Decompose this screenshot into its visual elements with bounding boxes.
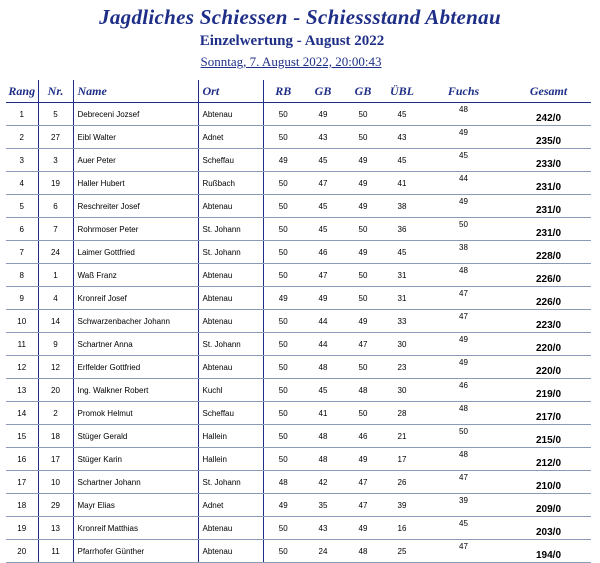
ort-cell: Adnet [198, 126, 263, 149]
name-cell: Mayr Elias [73, 494, 198, 517]
nr-cell: 2 [38, 402, 73, 425]
ort-cell: Abtenau [198, 195, 263, 218]
gesamt-cell: 226/0 [506, 264, 591, 287]
gb1-cell: 47 [303, 264, 343, 287]
rb-cell: 50 [263, 126, 303, 149]
fuchs-cell: 48 [421, 448, 506, 471]
gb2-cell: 47 [343, 494, 383, 517]
gesamt-cell: 231/0 [506, 218, 591, 241]
ort-cell: Abtenau [198, 310, 263, 333]
gb2-cell: 46 [343, 425, 383, 448]
ort-cell: Kuchl [198, 379, 263, 402]
table-row [6, 287, 591, 310]
ort-cell: Abtenau [198, 356, 263, 379]
fuchs-cell: 47 [421, 540, 506, 563]
gb1-cell: 41 [303, 402, 343, 425]
table-row [6, 218, 591, 241]
rb-cell: 50 [263, 103, 303, 126]
name-cell: Kronreif Matthias [73, 517, 198, 540]
rang-cell: 5 [6, 195, 38, 218]
uebl-cell: 31 [383, 287, 421, 310]
gesamt-cell: 220/0 [506, 356, 591, 379]
gb1-cell: 44 [303, 310, 343, 333]
rang-cell: 15 [6, 425, 38, 448]
gb2-cell: 49 [343, 149, 383, 172]
rang-cell: 10 [6, 310, 38, 333]
rang-cell: 6 [6, 218, 38, 241]
ort-cell: Abtenau [198, 540, 263, 563]
name-cell: Haller Hubert [73, 172, 198, 195]
fuchs-cell: 48 [421, 264, 506, 287]
rang-cell: 12 [6, 356, 38, 379]
rb-cell: 50 [263, 333, 303, 356]
fuchs-cell: 45 [421, 149, 506, 172]
name-cell: Stüger Karin [73, 448, 198, 471]
name-cell: Promok Helmut [73, 402, 198, 425]
rang-cell: 16 [6, 448, 38, 471]
nr-cell: 11 [38, 540, 73, 563]
uebl-cell: 45 [383, 149, 421, 172]
rang-cell: 8 [6, 264, 38, 287]
table-row [6, 471, 591, 494]
gb1-cell: 48 [303, 425, 343, 448]
gb1-cell: 45 [303, 149, 343, 172]
gb2-cell: 50 [343, 287, 383, 310]
rb-cell: 50 [263, 356, 303, 379]
gesamt-cell: 212/0 [506, 448, 591, 471]
ort-cell: St. Johann [198, 333, 263, 356]
gb2-cell: 49 [343, 310, 383, 333]
rang-cell: 17 [6, 471, 38, 494]
uebl-cell: 41 [383, 172, 421, 195]
gb2-cell: 49 [343, 195, 383, 218]
fuchs-cell: 48 [421, 103, 506, 126]
table-row [6, 172, 591, 195]
gesamt-cell: 235/0 [506, 126, 591, 149]
fuchs-cell: 46 [421, 379, 506, 402]
rang-cell: 18 [6, 494, 38, 517]
name-cell: Debreceni Jozsef [73, 103, 198, 126]
gb1-cell: 45 [303, 195, 343, 218]
fuchs-cell: 49 [421, 195, 506, 218]
uebl-cell: 17 [383, 448, 421, 471]
fuchs-cell: 50 [421, 425, 506, 448]
uebl-cell: 16 [383, 517, 421, 540]
gb1-cell: 45 [303, 379, 343, 402]
rang-cell: 1 [6, 103, 38, 126]
gesamt-cell: 220/0 [506, 333, 591, 356]
ort-cell: Hallein [198, 448, 263, 471]
gb1-cell: 46 [303, 241, 343, 264]
nr-cell: 19 [38, 172, 73, 195]
gb2-cell: 49 [343, 172, 383, 195]
nr-cell: 7 [38, 218, 73, 241]
name-cell: Laimer Gottfried [73, 241, 198, 264]
rb-cell: 50 [263, 540, 303, 563]
rang-cell: 3 [6, 149, 38, 172]
rang-cell: 14 [6, 402, 38, 425]
name-cell: Pfarrhofer Günther [73, 540, 198, 563]
gesamt-cell: 242/0 [506, 103, 591, 126]
table-row [6, 149, 591, 172]
rb-cell: 49 [263, 287, 303, 310]
header-fuchs: Fuchs [421, 80, 506, 103]
page-subtitle: Einzelwertung - August 2022 [199, 33, 385, 49]
page-title: Jagdliches Schiessen - Schiessstand Abtenau [99, 5, 501, 29]
nr-cell: 10 [38, 471, 73, 494]
table-row [6, 517, 591, 540]
rang-cell: 20 [6, 540, 38, 563]
uebl-cell: 25 [383, 540, 421, 563]
ort-cell: Abtenau [198, 287, 263, 310]
rang-cell: 7 [6, 241, 38, 264]
name-cell: Waß Franz [73, 264, 198, 287]
table-row [6, 356, 591, 379]
name-cell: Schwarzenbacher Johann [73, 310, 198, 333]
gesamt-cell: 223/0 [506, 310, 591, 333]
gesamt-cell: 215/0 [506, 425, 591, 448]
uebl-cell: 43 [383, 126, 421, 149]
gb1-cell: 48 [303, 356, 343, 379]
nr-cell: 3 [38, 149, 73, 172]
rb-cell: 50 [263, 402, 303, 425]
header-gb2: GB [343, 80, 383, 103]
gb1-cell: 35 [303, 494, 343, 517]
uebl-cell: 30 [383, 333, 421, 356]
name-cell: Kronreif Josef [73, 287, 198, 310]
table-header-row [6, 80, 591, 103]
gb2-cell: 50 [343, 264, 383, 287]
uebl-cell: 23 [383, 356, 421, 379]
table-row [6, 241, 591, 264]
fuchs-cell: 47 [421, 310, 506, 333]
fuchs-cell: 47 [421, 287, 506, 310]
gb1-cell: 43 [303, 517, 343, 540]
rb-cell: 50 [263, 241, 303, 264]
ort-cell: St. Johann [198, 241, 263, 264]
gb2-cell: 48 [343, 379, 383, 402]
table-row [6, 333, 591, 356]
gb1-cell: 45 [303, 218, 343, 241]
ort-cell: Rußbach [198, 172, 263, 195]
nr-cell: 4 [38, 287, 73, 310]
name-cell: Schartner Anna [73, 333, 198, 356]
gesamt-cell: 210/0 [506, 471, 591, 494]
nr-cell: 12 [38, 356, 73, 379]
gb1-cell: 47 [303, 172, 343, 195]
uebl-cell: 39 [383, 494, 421, 517]
table-row [6, 103, 591, 126]
gesamt-cell: 209/0 [506, 494, 591, 517]
gb1-cell: 44 [303, 333, 343, 356]
nr-cell: 18 [38, 425, 73, 448]
fuchs-cell: 45 [421, 517, 506, 540]
rb-cell: 48 [263, 471, 303, 494]
fuchs-cell: 49 [421, 356, 506, 379]
ort-cell: Scheffau [198, 149, 263, 172]
rb-cell: 50 [263, 379, 303, 402]
uebl-cell: 21 [383, 425, 421, 448]
uebl-cell: 30 [383, 379, 421, 402]
rb-cell: 50 [263, 218, 303, 241]
rang-cell: 2 [6, 126, 38, 149]
gb2-cell: 50 [343, 402, 383, 425]
gb1-cell: 48 [303, 448, 343, 471]
name-cell: Reschreiter Josef [73, 195, 198, 218]
rb-cell: 50 [263, 425, 303, 448]
ort-cell: Abtenau [198, 517, 263, 540]
gb2-cell: 49 [343, 241, 383, 264]
nr-cell: 29 [38, 494, 73, 517]
gesamt-cell: 203/0 [506, 517, 591, 540]
header-gesamt: Gesamt [506, 80, 591, 103]
rang-cell: 4 [6, 172, 38, 195]
nr-cell: 9 [38, 333, 73, 356]
ort-cell: Abtenau [198, 264, 263, 287]
gb1-cell: 24 [303, 540, 343, 563]
table-row [6, 195, 591, 218]
ort-cell: St. Johann [198, 218, 263, 241]
nr-cell: 1 [38, 264, 73, 287]
name-cell: Rohrmoser Peter [73, 218, 198, 241]
fuchs-cell: 49 [421, 333, 506, 356]
ort-cell: Hallein [198, 425, 263, 448]
fuchs-cell: 49 [421, 126, 506, 149]
gb2-cell: 47 [343, 333, 383, 356]
table-row [6, 126, 591, 149]
gesamt-cell: 219/0 [506, 379, 591, 402]
header-rang: Rang [6, 80, 38, 103]
name-cell: Auer Peter [73, 149, 198, 172]
rang-cell: 13 [6, 379, 38, 402]
uebl-cell: 26 [383, 471, 421, 494]
rang-cell: 11 [6, 333, 38, 356]
uebl-cell: 31 [383, 264, 421, 287]
nr-cell: 24 [38, 241, 73, 264]
uebl-cell: 38 [383, 195, 421, 218]
nr-cell: 14 [38, 310, 73, 333]
gb2-cell: 49 [343, 448, 383, 471]
table-row [6, 425, 591, 448]
gb2-cell: 50 [343, 356, 383, 379]
rb-cell: 50 [263, 448, 303, 471]
uebl-cell: 28 [383, 402, 421, 425]
nr-cell: 5 [38, 103, 73, 126]
gb2-cell: 49 [343, 517, 383, 540]
nr-cell: 20 [38, 379, 73, 402]
ort-cell: Adnet [198, 494, 263, 517]
name-cell: Eibl Walter [73, 126, 198, 149]
rb-cell: 50 [263, 264, 303, 287]
nr-cell: 6 [38, 195, 73, 218]
table-row [6, 540, 591, 563]
uebl-cell: 45 [383, 241, 421, 264]
uebl-cell: 33 [383, 310, 421, 333]
gb2-cell: 50 [343, 218, 383, 241]
table-row [6, 310, 591, 333]
header-nr: Nr. [38, 80, 73, 103]
nr-cell: 13 [38, 517, 73, 540]
rang-cell: 9 [6, 287, 38, 310]
nr-cell: 27 [38, 126, 73, 149]
rb-cell: 50 [263, 310, 303, 333]
header-rb: RB [263, 80, 303, 103]
ort-cell: Scheffau [198, 402, 263, 425]
rb-cell: 50 [263, 517, 303, 540]
gesamt-cell: 217/0 [506, 402, 591, 425]
ort-cell: Abtenau [198, 103, 263, 126]
gesamt-cell: 231/0 [506, 172, 591, 195]
name-cell: Schartner Johann [73, 471, 198, 494]
header-uebl: ÜBL [383, 80, 421, 103]
gesamt-cell: 194/0 [506, 540, 591, 563]
rang-cell: 19 [6, 517, 38, 540]
table-row [6, 264, 591, 287]
name-cell: Stüger Gerald [73, 425, 198, 448]
gesamt-cell: 231/0 [506, 195, 591, 218]
gesamt-cell: 226/0 [506, 287, 591, 310]
fuchs-cell: 39 [421, 494, 506, 517]
rb-cell: 50 [263, 195, 303, 218]
rb-cell: 50 [263, 172, 303, 195]
gb1-cell: 42 [303, 471, 343, 494]
fuchs-cell: 44 [421, 172, 506, 195]
gesamt-cell: 228/0 [506, 241, 591, 264]
table-row [6, 402, 591, 425]
gb2-cell: 47 [343, 471, 383, 494]
name-cell: Ing. Walkner Robert [73, 379, 198, 402]
header-ort: Ort [198, 80, 263, 103]
table-row [6, 494, 591, 517]
results-table [6, 80, 591, 563]
gesamt-cell: 233/0 [506, 149, 591, 172]
header-gb1: GB [303, 80, 343, 103]
rb-cell: 49 [263, 494, 303, 517]
fuchs-cell: 50 [421, 218, 506, 241]
nr-cell: 17 [38, 448, 73, 471]
print-date: Sonntag, 7. August 2022, 20:00:43 [200, 54, 382, 69]
gb2-cell: 50 [343, 103, 383, 126]
ort-cell: St. Johann [198, 471, 263, 494]
name-cell: Erlfelder Gottfried [73, 356, 198, 379]
fuchs-cell: 38 [421, 241, 506, 264]
gb2-cell: 50 [343, 126, 383, 149]
uebl-cell: 36 [383, 218, 421, 241]
header-name: Name [73, 80, 198, 103]
table-row [6, 448, 591, 471]
gb2-cell: 48 [343, 540, 383, 563]
fuchs-cell: 47 [421, 471, 506, 494]
gb1-cell: 49 [303, 287, 343, 310]
gb1-cell: 43 [303, 126, 343, 149]
rb-cell: 49 [263, 149, 303, 172]
gb1-cell: 49 [303, 103, 343, 126]
fuchs-cell: 48 [421, 402, 506, 425]
table-row [6, 379, 591, 402]
uebl-cell: 45 [383, 103, 421, 126]
